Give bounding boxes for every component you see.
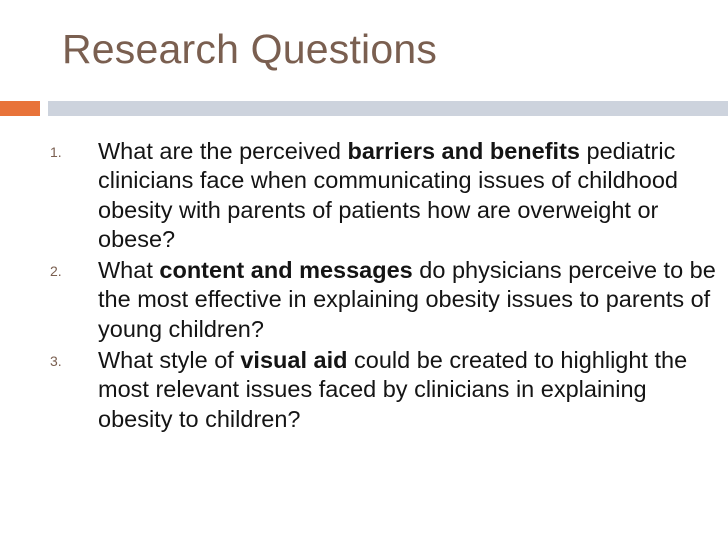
question-number: 1.	[50, 144, 62, 160]
question-text-after: pediatric clinicians face when communicating issues of childhood obesity with parents of patients how are overweight or obese?	[98, 138, 678, 252]
question-emphasis: visual aid	[240, 347, 348, 374]
question-number: 3.	[50, 353, 62, 370]
divider-bar	[48, 101, 728, 116]
question-item	[50, 137, 720, 254]
question-list	[50, 137, 720, 436]
question-emphasis: content and messages	[159, 257, 413, 284]
question-text-after: do physicians perceive to be the most effective in explaining obesity issues to parents of young children?	[98, 257, 716, 342]
question-emphasis: barriers and benefits	[347, 138, 580, 164]
slide-title: Research Questions	[62, 26, 438, 72]
question-item	[50, 346, 720, 434]
question-text-after: could be created to highlight the most relevant issues faced by clinicians in explaining obesity to children?	[98, 347, 688, 432]
question-text-before: What style of	[98, 347, 241, 374]
divider-accent-block	[0, 101, 40, 116]
question-text-before: What are the perceived	[98, 138, 348, 164]
question-text-before: What	[98, 257, 160, 284]
question-item	[50, 256, 720, 344]
question-number: 2.	[50, 263, 62, 280]
title-divider	[0, 101, 728, 116]
